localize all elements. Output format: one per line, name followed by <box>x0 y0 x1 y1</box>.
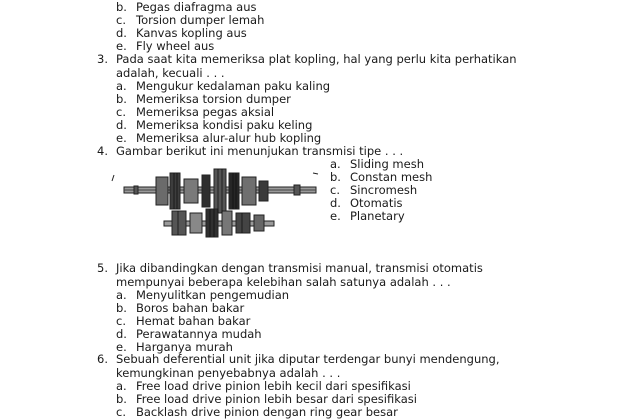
q6-question: 6. Sebuah deferential unit jika diputar terdengar bunyi mendengung, <box>97 352 500 366</box>
q3-option-d: d. Memeriksa kondisi paku keling <box>116 118 313 132</box>
q5-option-a: a. Menyulitkan pengemudian <box>116 288 290 302</box>
q6-question-cont: kemungkinan penyebabnya adalah . . . <box>116 366 341 380</box>
q5-option-d: d. Perawatannya mudah <box>116 327 262 341</box>
q2-option-c: c. Torsion dumper lemah <box>116 13 265 27</box>
q5-option-c: c. Hemat bahan bakar <box>116 314 251 328</box>
q4-question: 4. Gambar berikut ini menunjukan transmisi tipe . . . <box>97 144 404 158</box>
q3-option-a: a. Mengukur kedalaman paku kaling <box>116 79 331 93</box>
q4-option-d: d. Otomatis <box>330 196 403 210</box>
q2-option-d: d. Kanvas kopling aus <box>116 26 247 40</box>
q3-option-c: c. Memeriksa pegas aksial <box>116 105 275 119</box>
q4-option-e: e. Planetary <box>330 209 405 223</box>
q2-option-e: e. Fly wheel aus <box>116 39 215 53</box>
q3-question-cont: adalah, kecuali . . . <box>116 66 225 80</box>
q4-option-b: b. Constan mesh <box>330 170 433 184</box>
q5-option-b: b. Boros bahan bakar <box>116 301 245 315</box>
q6-option-c: c. Backlash drive pinion dengan ring gear besar <box>116 405 398 419</box>
q6-option-b: b. Free load drive pinion lebih besar dari spesifikasi <box>116 392 417 406</box>
q5-question-cont: mempunyai beberapa kelebihan salah satunya adalah . . . <box>116 275 451 289</box>
q5-question: 5. Jika dibandingkan dengan transmisi manual, transmisi otomatis <box>97 261 483 275</box>
q4-option-a: a. Sliding mesh <box>330 157 424 171</box>
transmission-gearbox-icon <box>108 163 322 255</box>
q3-option-b: b. Memeriksa torsion dumper <box>116 92 291 106</box>
q3-question: 3. Pada saat kita memeriksa plat kopling, hal yang perlu kita perhatikan <box>97 52 517 66</box>
q5-option-e: e. Harganya murah <box>116 340 233 354</box>
q2-option-b: b. Pegas diafragma aus <box>116 0 257 14</box>
q3-option-e: e. Memeriksa alur-alur hub kopling <box>116 131 322 145</box>
q4-option-c: c. Sincromesh <box>330 183 418 197</box>
q6-option-a: a. Free load drive pinion lebih kecil dari spesifikasi <box>116 379 411 393</box>
